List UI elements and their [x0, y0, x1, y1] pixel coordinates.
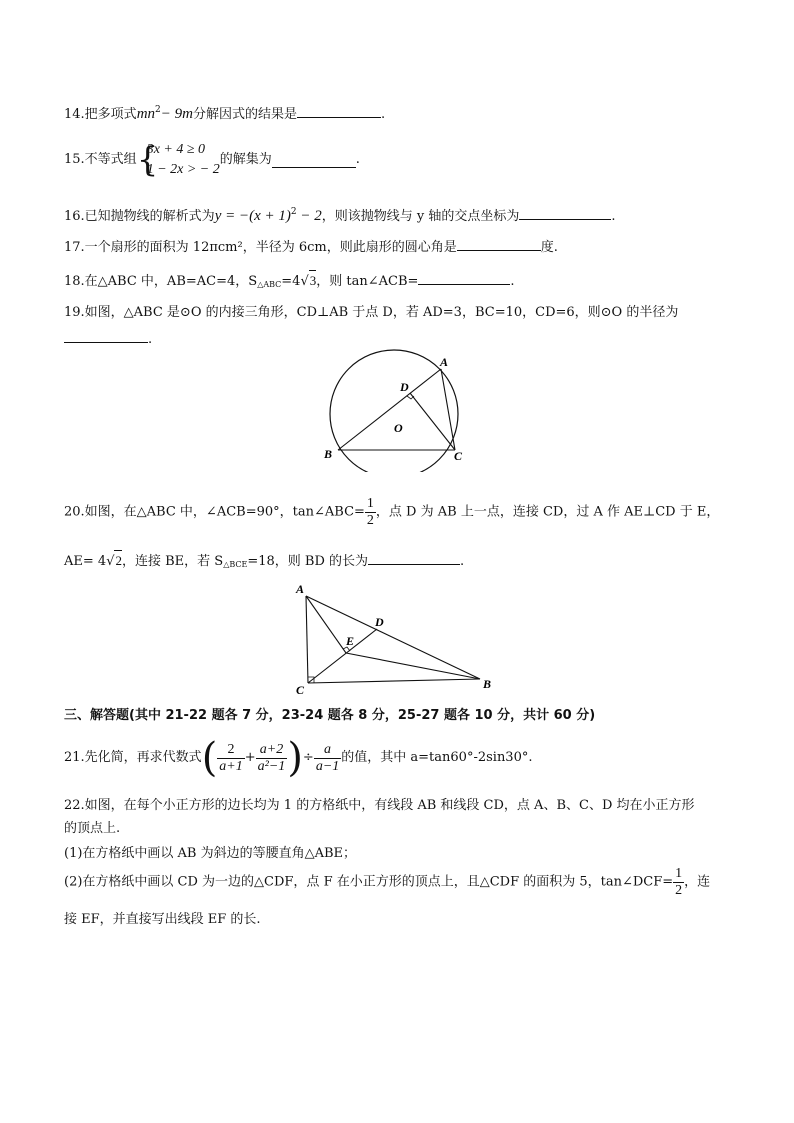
question-22-line1: 22.如图，在每个小正方形的边长均为 1 的方格纸中，有线段 AB 和线段 CD，点 A、B、C、D 均在小正方形: [64, 798, 695, 813]
segment-cb: [308, 679, 480, 683]
answer-blank[interactable]: [519, 205, 611, 220]
segment-ac: [441, 369, 455, 450]
segment-cd: [410, 393, 455, 450]
label-d: D: [375, 615, 384, 629]
answer-blank[interactable]: [457, 236, 541, 251]
question-20: 20.如图，在△ABC 中，∠ACB=90°，tan∠ABC= $\frac{1}{2}$ ，点 D 为 AB 上一点，连接 CD，过 A 作 AE⊥CD 于 E，: [64, 496, 720, 528]
question-15: 15.不等式组 { 3x + 4 ≥ 0 1 − 2x > − 2 的解集为 .: [64, 140, 360, 180]
question-22-part1: (1)在方格纸中画以 AB 为斜边的等腰直角△ABE；: [64, 846, 357, 861]
label-b: B: [324, 447, 333, 461]
segment-ae: [306, 596, 346, 653]
answer-blank[interactable]: [418, 270, 510, 285]
question-14: 14.把多项式$mn^2- 9m$分解因式的结果是 .: [64, 105, 386, 122]
question-21: 21.先化简，再求代数式( $\frac{2}{a+1}$ + $\frac{a+2}{\text{a²−1}}$ )÷ $\frac{a}{a-1}$ 的值，其中 a=tan60°-2sin30°.: [64, 735, 533, 781]
segment-eb: [346, 653, 480, 679]
question-19: 19.如图，△ABC 是⊙O 的内接三角形，CD⊥AB 于点 D，若 AD=3，BC=10，CD=6，则⊙O 的半径为: [64, 305, 679, 320]
circle-o: [330, 350, 458, 472]
figure-20-triangle: [292, 580, 502, 696]
question-16: 16.已知抛物线的解析式为$y = -(x + 1)^2 - 2$，则该抛物线与 y 轴的交点坐标为 .: [64, 207, 616, 224]
label-a: A: [440, 355, 449, 369]
answer-blank[interactable]: [368, 550, 460, 565]
label-c: C: [454, 449, 463, 463]
segment-ba: [338, 369, 441, 450]
question-22-part2-line2: 接 EF，并直接写出线段 EF 的长.: [64, 912, 261, 927]
question-18: 18.在△ABC 中，AB=AC=4，$S_{\triangle ABC}=4√3$，则 tan∠ACB= .: [64, 270, 515, 295]
question-22-part2: (2)在方格纸中画以 CD 为一边的△CDF，点 F 在小正方形的顶点上，且△CDF 的面积为 5，tan∠DCF= $\frac{1}{2}$ ，连: [64, 866, 711, 898]
answer-blank[interactable]: [272, 153, 356, 168]
question-22-line2: 的顶点上.: [64, 821, 121, 836]
question-19-answer: .: [64, 328, 152, 350]
question-17: 17.一个扇形的面积为 12πcm²，半径为 6cm，则此扇形的圆心角是 度.: [64, 236, 558, 258]
answer-blank[interactable]: [297, 103, 381, 118]
label-a: A: [296, 582, 305, 596]
segment-ab: [306, 596, 480, 679]
label-c: C: [296, 683, 305, 696]
label-e: E: [346, 634, 355, 648]
label-d: D: [400, 380, 409, 394]
inequality-system: { 3x + 4 ≥ 0 1 − 2x > − 2: [136, 140, 220, 180]
segment-ac: [306, 596, 308, 683]
section-3-title: 三、解答题(其中 21-22 题各 7 分，23-24 题各 8 分，25-27 题各 10 分，共计 60 分): [64, 708, 596, 723]
segment-cd: [308, 629, 377, 683]
question-20-line2: AE= 4√2，连接 BE，若 $S_{\triangle BCE}=18$，则 BD 的长为 .: [64, 550, 464, 575]
answer-blank[interactable]: [64, 328, 148, 343]
label-b: B: [483, 677, 492, 691]
label-o: O: [394, 421, 403, 435]
figure-19-circle: [318, 346, 478, 472]
